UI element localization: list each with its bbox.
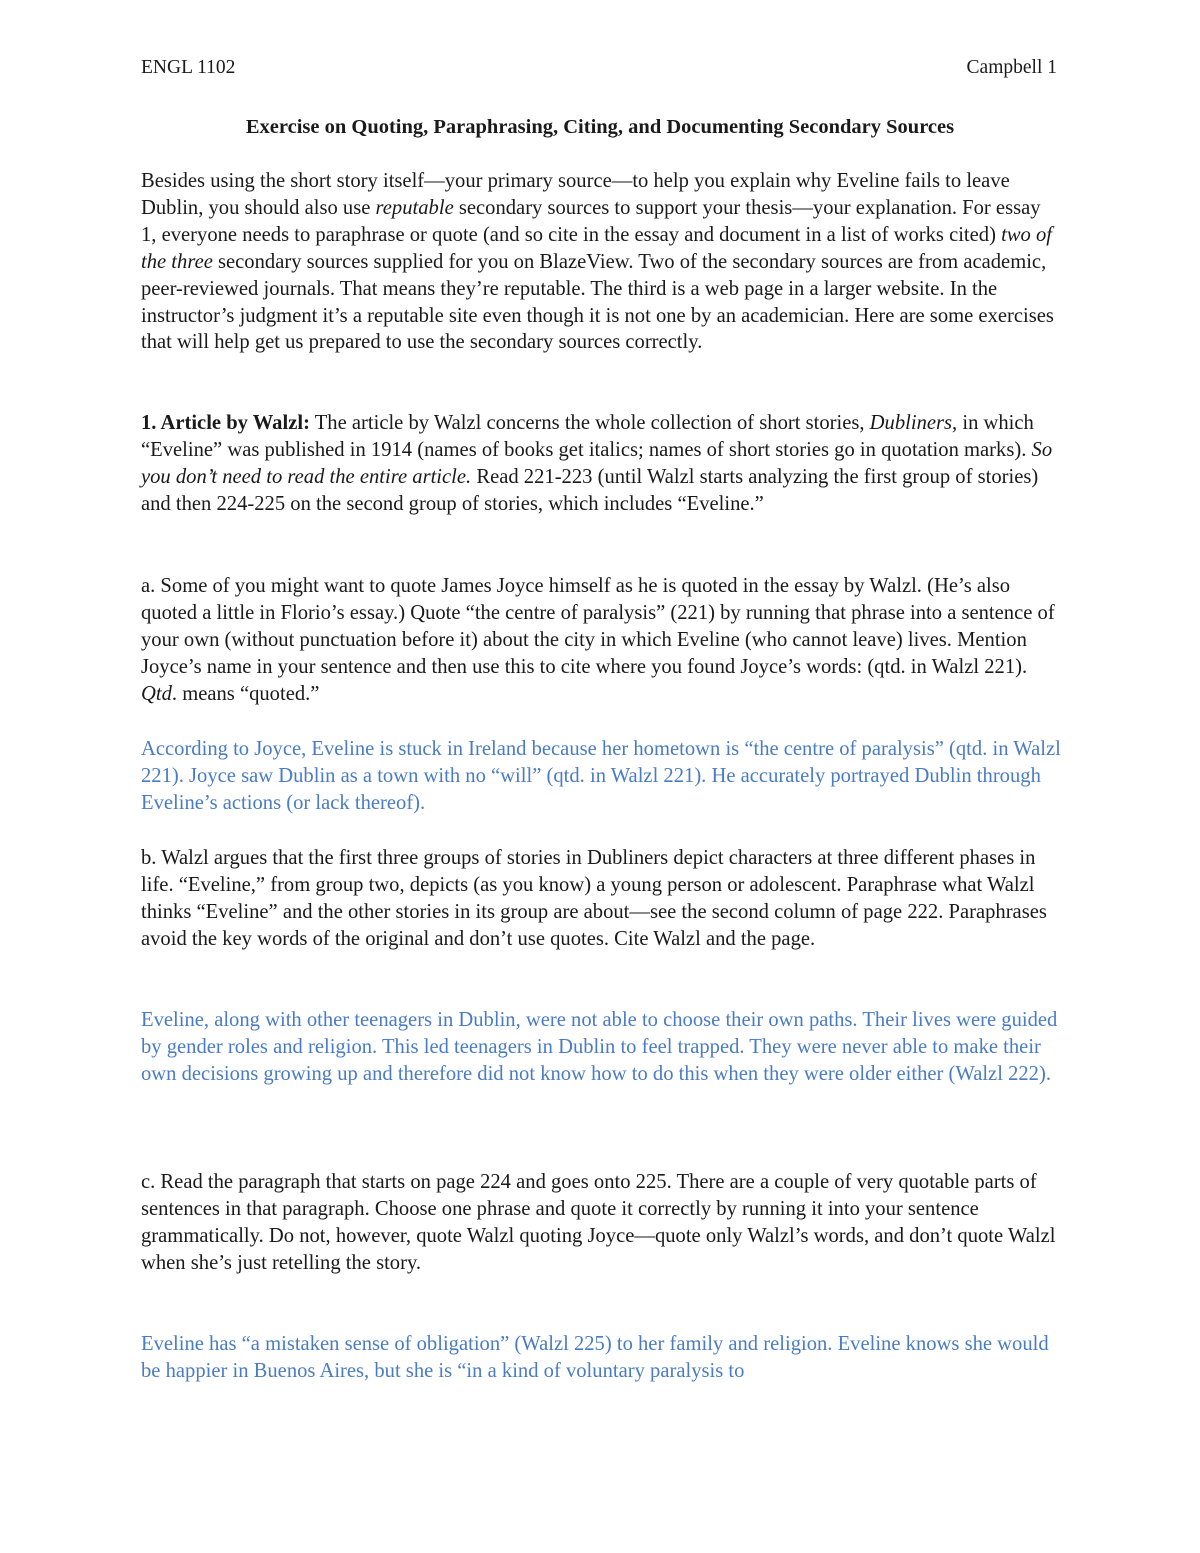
- intro-emphasis-2: two of the three: [141, 223, 1053, 273]
- part-c-answer: Eveline has “a mistaken sense of obligation” (Walzl 225) to her family and religion. Eveline knows she would be happier in Buenos Aires, but she is “in a kind of voluntary paralysis to: [141, 1333, 1049, 1382]
- part-a-emphasis: Qtd: [141, 682, 172, 705]
- part-a-prompt: [141, 573, 1061, 708]
- intro-emphasis-1: reputable: [375, 196, 454, 219]
- part-b-answer: Eveline, along with other teenagers in Dublin, were not able to choose their own paths. Their lives were guided by gender roles and religion. This led teenagers in Dublin to feel trapped. They were never able to make their own decisions growing up and therefore did not know how to do this when they were older either (Walzl 222).: [141, 1009, 1058, 1085]
- part-a-text-2: . means “quoted.”: [171, 682, 320, 705]
- section-1-paragraph: [141, 410, 1061, 518]
- header-course: ENGL 1102: [141, 57, 236, 78]
- part-a-answer: According to Joyce, Eveline is stuck in Ireland because her hometown is “the centre of paralysis” (qtd. in Walzl 221). Joyce saw Dublin as a town with no “will” (qtd. in Walzl 221). He accurately portrayed Dublin through Eveline’s actions (or lack thereof).: [141, 738, 1061, 814]
- intro-text-1: Besides using the short story itself—your primary source—to help you explain why Eveline fails to leave Dublin, you should also use: [141, 170, 1010, 219]
- section-1-heading: 1. Article by Walzl:: [141, 412, 310, 434]
- part-b-prompt: b. Walzl argues that the first three groups of stories in Dubliners depict characters at three different phases in life. “Eveline,” from group two, depicts (as you know) a young person or adolescent. Paraphrase what Walzl thinks “Eveline” and the other stories in its group are about—see the second column of page 222. Paraphrases avoid the key words of the original and don’t use quotes. Cite Walzl and the page.: [141, 847, 1047, 950]
- intro-text-3: secondary sources supplied for you on BlazeView. Two of the secondary sources are from academic, peer-reviewed journals. That means they’re reputable. The third is a web page in a larger website. In the instructor’s judgment it’s a reputable site even though it is not one by an academician. Here are some exercises that will help get us prepared to use the secondary sources correctly.: [141, 250, 1054, 354]
- document-title: Exercise on Quoting, Paraphrasing, Citing, and Documenting Secondary Sources: [245, 116, 955, 138]
- section-1-emphasis-2: So you don’t need to read the entire article.: [141, 438, 1053, 488]
- intro-text-2: secondary sources to support your thesis—your explanation. For essay 1, everyone needs to paraphrase or quote (and so cite in the essay and document in a list of works cited): [141, 196, 1041, 246]
- intro-paragraph: [141, 168, 1061, 356]
- section-1-emphasis-1: Dubliners: [869, 412, 953, 434]
- part-a-text-1: a. Some of you might want to quote James Joyce himself as he is quoted in the essay by Walzl. (He’s also quoted a little in Florio’s essay.) Quote “the centre of paralysis” (221) by running that phrase into a sentence of your own (without punctuation before it) about the city in which Eveline (who cannot leave) lives. Mention Joyce’s name in your sentence and then use this to cite where you found Joyce’s words: (qtd. in Walzl 221).: [141, 575, 1055, 678]
- section-1-text-2: , in which “Eveline” was published in 1914 (names of books get italics; names of short stories go in quotation marks).: [141, 412, 1034, 461]
- header-page-label: Campbell 1: [966, 57, 1057, 78]
- part-c-prompt: c. Read the paragraph that starts on page 224 and goes onto 225. There are a couple of very quotable parts of sentences in that paragraph. Choose one phrase and quote it correctly by running it into your sentence grammatically. Do not, however, quote Walzl quoting Joyce—quote only Walzl’s words, and don’t quote Walzl when she’s just retelling the story.: [141, 1171, 1056, 1274]
- section-1-text-1: The article by Walzl concerns the whole collection of short stories,: [309, 412, 870, 434]
- section-1-text-3: Read 221-223 (until Walzl starts analyzing the first group of stories) and then 224-225 on the second group of stories, which includes “Eveline.”: [141, 465, 1039, 515]
